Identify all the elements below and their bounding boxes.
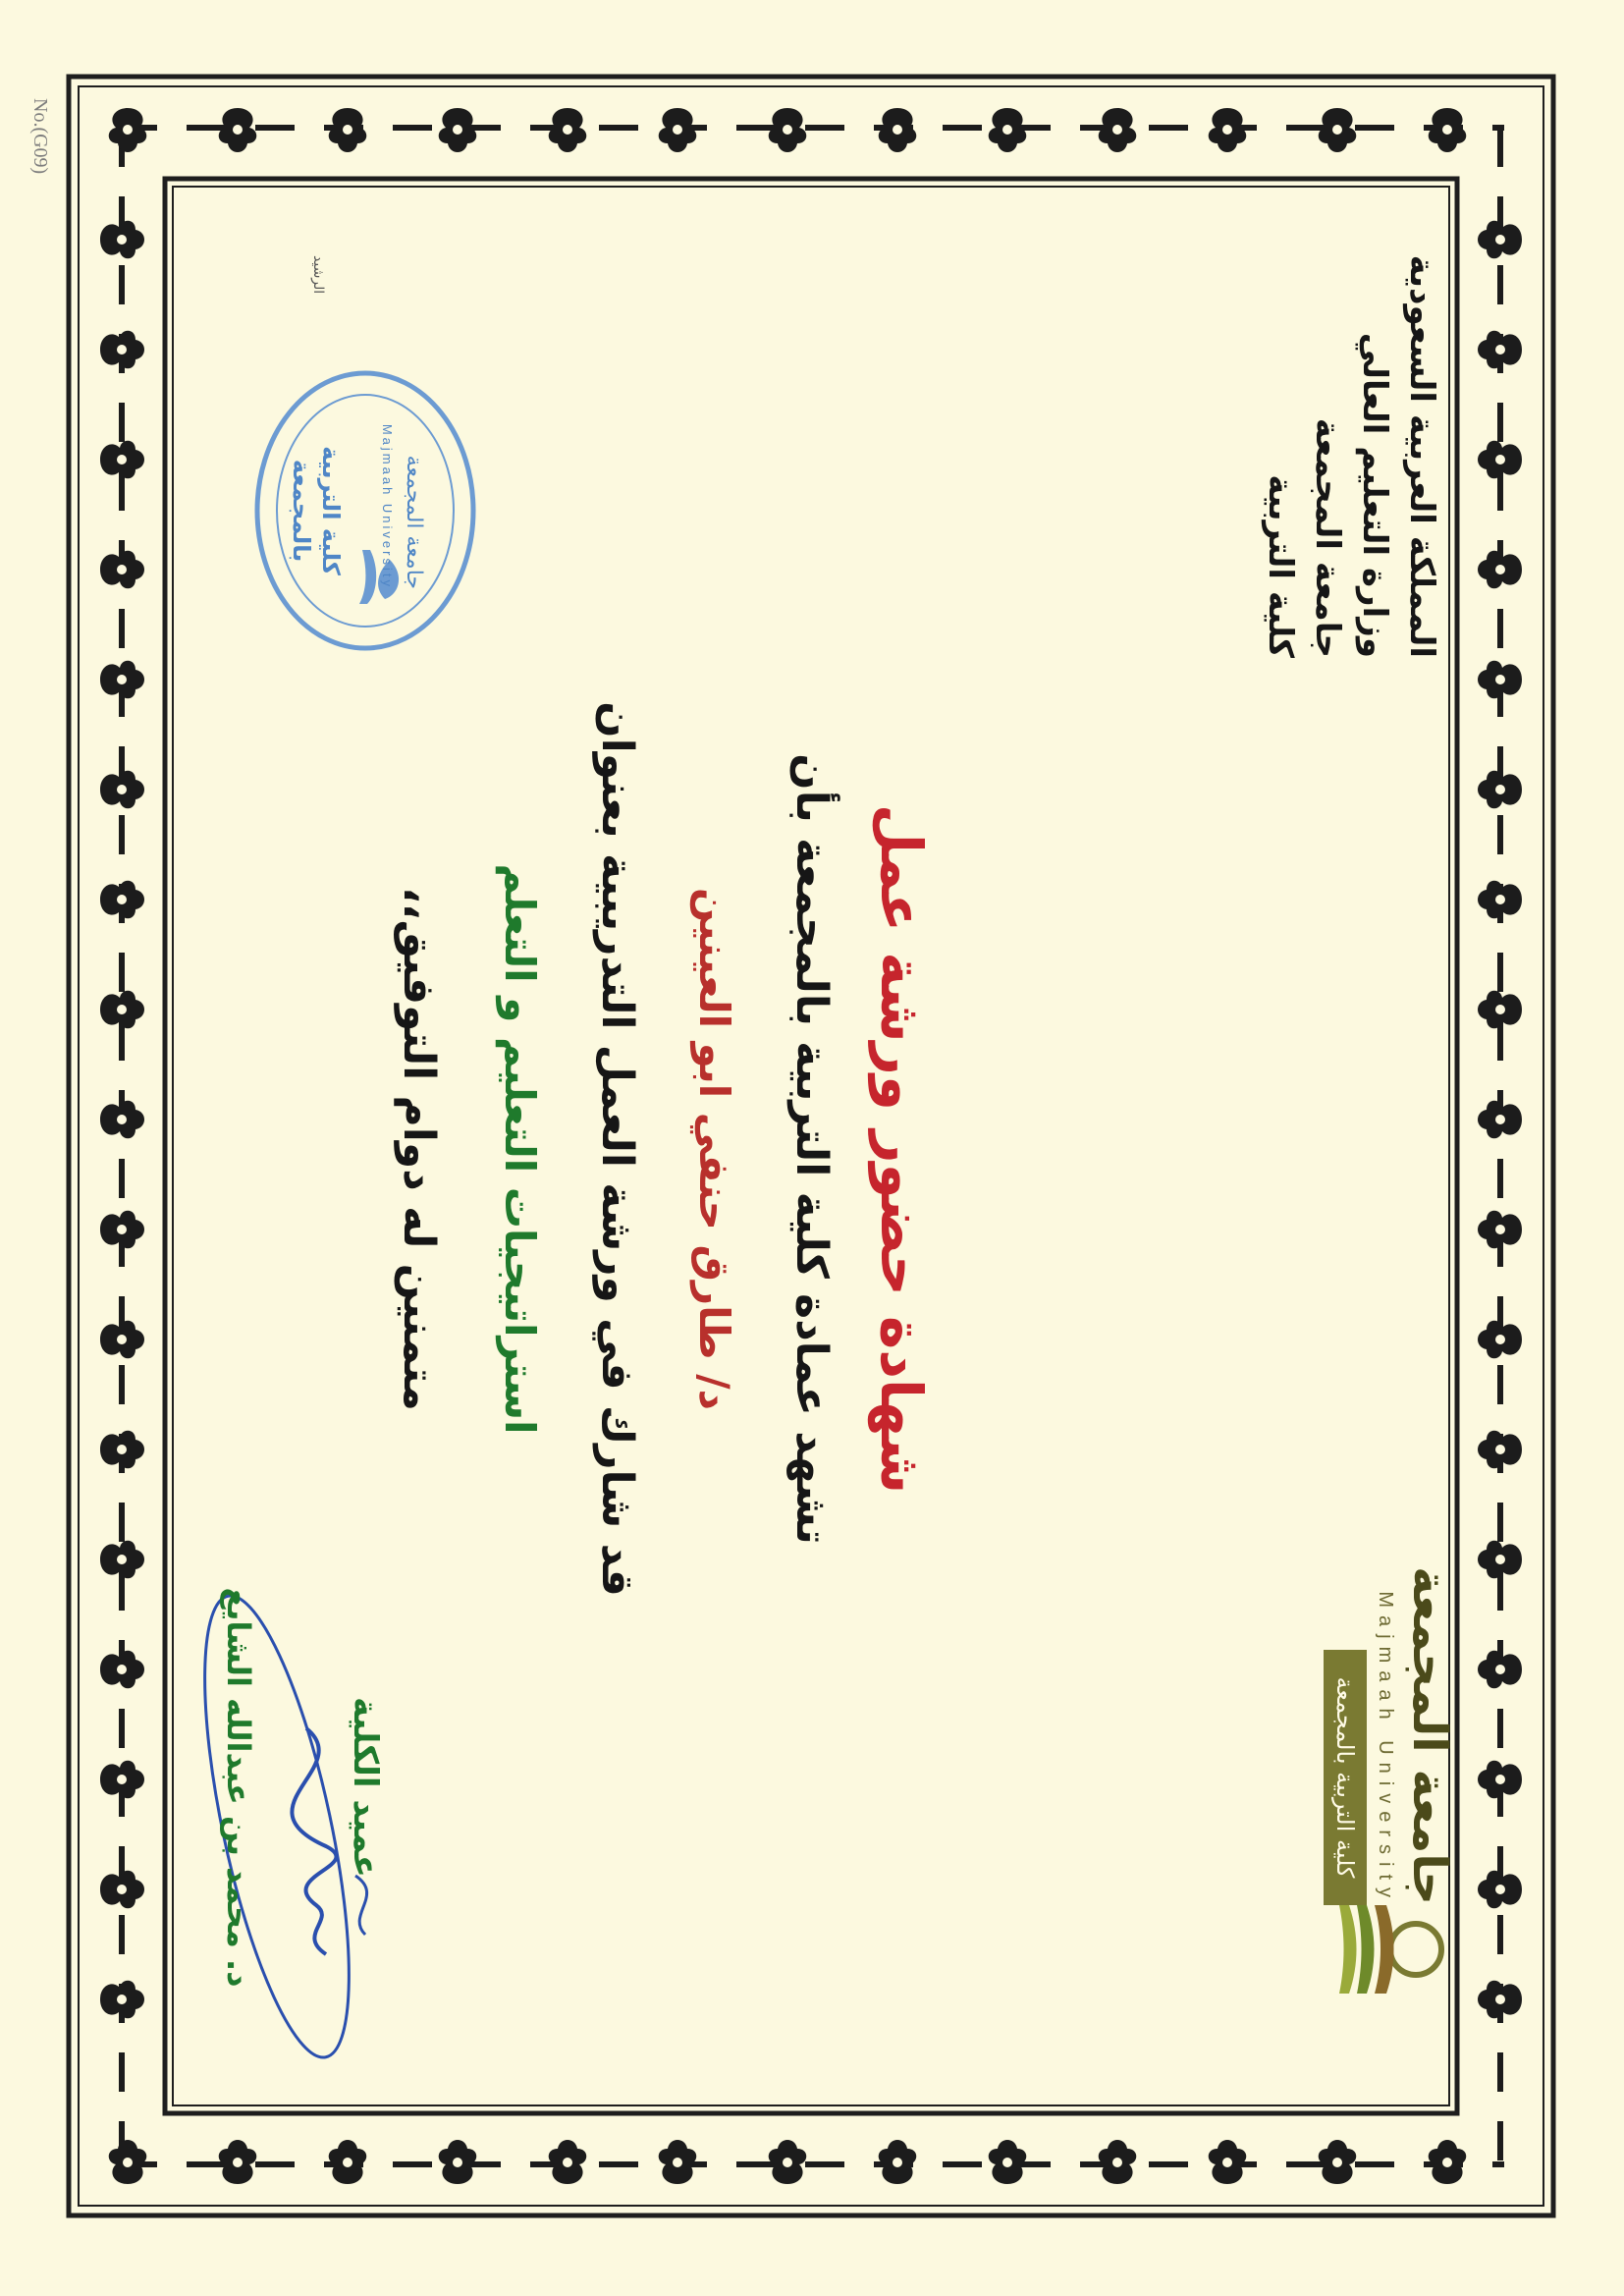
border-ornament	[1429, 2140, 1467, 2184]
border-ornament	[100, 221, 144, 259]
border-ornament	[219, 108, 257, 152]
college-stamp	[247, 363, 483, 658]
certificate-content	[139, 187, 1485, 2111]
attestation-line: تشهد عمادة كلية التربية بالمجمعة بأن	[786, 753, 837, 1545]
logo-name-en: Majmaah University	[1375, 1591, 1396, 1905]
logo-emblem-icon	[1308, 1895, 1455, 2003]
signatory-name: د. محمد بن عبدالله الشايع	[220, 1587, 257, 1988]
closing-line: متمنين له دوام التوفيق،،	[394, 887, 444, 1411]
printer-mark: الرشيد	[310, 255, 326, 295]
certificate-title: شهادة حضور ورشة عمل	[868, 803, 935, 1495]
border-ornament	[1319, 108, 1357, 152]
border-ornament	[1099, 108, 1137, 152]
issuer-header	[1257, 246, 1445, 658]
border-ornament	[329, 2140, 367, 2184]
signatory-title: عميد الكلية	[346, 1697, 385, 1878]
border-ornament	[100, 881, 144, 919]
kingdom-label: المملكة العربية السعودية	[1402, 254, 1441, 658]
border-ornament	[1319, 2140, 1357, 2184]
border-ornament	[100, 1871, 144, 1909]
border-ornament	[100, 661, 144, 699]
border-ornament	[659, 2140, 697, 2184]
university-logo	[1239, 1566, 1465, 2003]
border-ornament	[100, 1321, 144, 1359]
border-ornament	[549, 2140, 587, 2184]
border-ornament	[989, 108, 1027, 152]
border-ornament	[439, 108, 477, 152]
border-ornament	[219, 2140, 257, 2184]
border-ornament	[100, 331, 144, 369]
border-ornament	[109, 108, 147, 152]
border-ornament	[879, 108, 917, 152]
ministry-label: وزارة التعليم العالي	[1355, 332, 1394, 658]
border-ornament	[439, 2140, 477, 2184]
border-ornament	[100, 1981, 144, 2019]
border-ornament	[769, 108, 807, 152]
border-ornament	[769, 2140, 807, 2184]
border-ornament	[1429, 108, 1467, 152]
stamp-text-bottom: كلية التربية بالمجمعة	[288, 446, 345, 575]
logo-college-band: كلية التربية بالمجمعة	[1324, 1650, 1367, 1905]
stamp-text-en: Majmaah University	[380, 423, 395, 589]
border-ornament	[100, 1541, 144, 1579]
university-label: جامعة المجمعة	[1308, 417, 1347, 658]
stamp-seal-icon	[247, 363, 483, 658]
border-ornament	[879, 2140, 917, 2184]
border-ornament	[1209, 2140, 1247, 2184]
border-ornament	[100, 771, 144, 809]
college-label: كلية التربية	[1261, 474, 1300, 658]
border-ornament	[100, 1431, 144, 1469]
signatory-block	[220, 1581, 385, 1994]
border-ornament	[549, 108, 587, 152]
border-ornament	[989, 2140, 1027, 2184]
border-ornament	[100, 551, 144, 589]
border-ornament	[100, 441, 144, 479]
stamp-text-top: جامعة المجمعة	[402, 455, 426, 589]
workshop-topic: استراتيجيات التعليم و التعلم	[496, 863, 544, 1435]
border-ornament	[100, 1761, 144, 1799]
border-ornament	[100, 1101, 144, 1139]
recipient-name: د/ طارق حنفي ابو العينين	[690, 887, 738, 1411]
border-ornament	[1209, 108, 1247, 152]
border-ornament	[1099, 2140, 1137, 2184]
serial-number: No.(G09)	[29, 98, 51, 175]
border-ornament	[659, 108, 697, 152]
border-ornament	[100, 991, 144, 1029]
border-ornament	[109, 2140, 147, 2184]
border-ornament	[100, 1651, 144, 1689]
logo-name-ar: جامعة المجمعة	[1402, 1566, 1457, 1905]
participation-line: قد شارك في ورشة العمل التدريبية بعنوان	[592, 701, 642, 1597]
border-ornament	[329, 108, 367, 152]
border-ornament	[100, 1211, 144, 1249]
